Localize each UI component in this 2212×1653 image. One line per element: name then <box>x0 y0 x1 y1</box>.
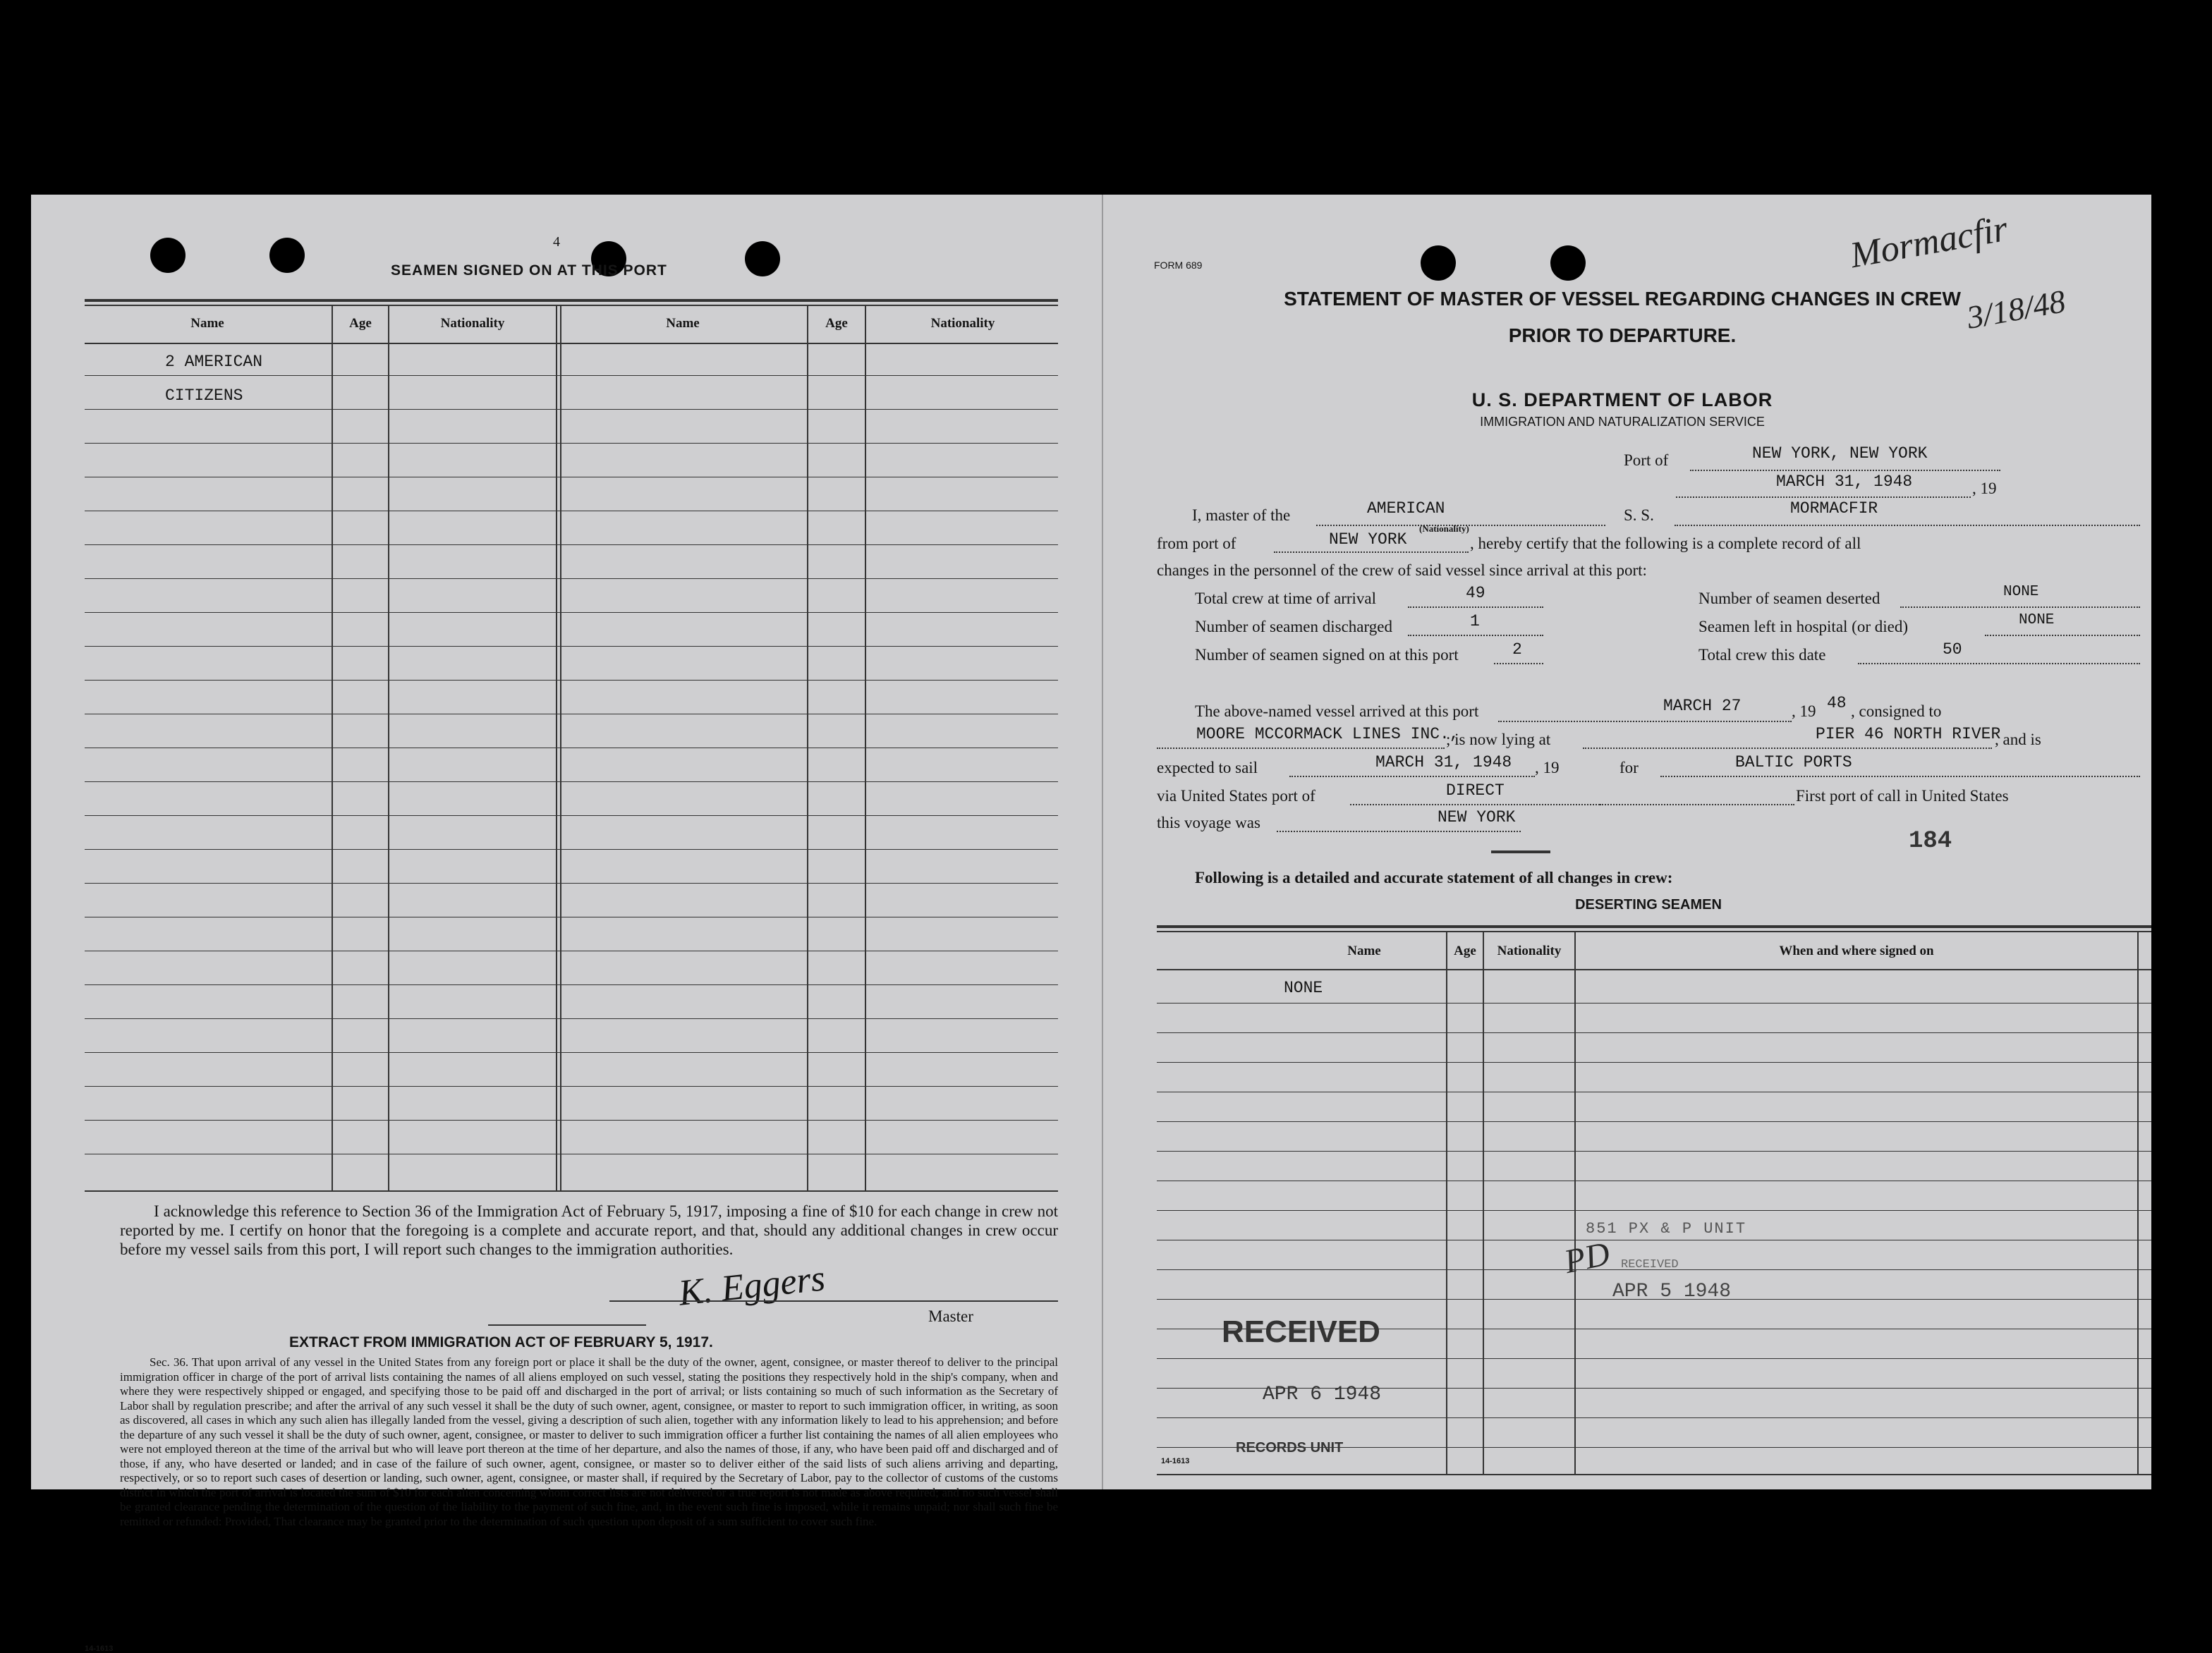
table-rule <box>1157 1358 2151 1359</box>
ship-name: MORMACFIR <box>1790 499 1878 518</box>
service-name: IMMIGRATION AND NATURALIZATION SERVICE <box>1480 415 1765 429</box>
consignee-value: MOORE MCCORMACK LINES INC., <box>1196 725 1459 743</box>
unit-stamp-date: APR 5 1948 <box>1612 1281 1732 1303</box>
ss-label: S. S. <box>1624 506 1654 524</box>
table-rule <box>85 375 1058 376</box>
consigned-label: , consigned to <box>1851 702 1942 720</box>
column-header-nationality: Nationality <box>1497 944 1562 958</box>
unit-stamp-received: RECEIVED <box>1621 1258 1679 1271</box>
column-header-name: Name <box>1347 944 1381 958</box>
table-rule <box>85 1086 1058 1087</box>
form-code: 14-1613 <box>1161 1457 1190 1465</box>
table-rule <box>85 984 1058 985</box>
table-rule <box>85 815 1058 816</box>
table-rule <box>1157 1032 2151 1033</box>
arrival-label: The above-named vessel arrived at this port <box>1195 702 1479 720</box>
form-subtitle: PRIOR TO DEPARTURE. <box>1508 324 1737 346</box>
stamp-number: 184 <box>1909 828 1952 855</box>
column-header-signed-on: When and where signed on <box>1779 944 1934 958</box>
punch-hole <box>745 241 780 276</box>
expected-label: expected to sail <box>1157 759 1258 776</box>
punch-hole <box>150 238 186 273</box>
date-suffix: , 19 <box>1972 480 1997 497</box>
via-value: DIRECT <box>1446 781 1505 800</box>
table-rule <box>85 1018 1058 1019</box>
extract-title: EXTRACT FROM IMMIGRATION ACT OF FEBRUARY 5, 1917. <box>289 1334 713 1350</box>
table-rule <box>85 646 1058 647</box>
via-label: via United States port of <box>1157 787 1315 805</box>
form-number: FORM 689 <box>1154 260 1203 271</box>
certify-text-2: changes in the personnel of the crew of said vessel since arrival at this port: <box>1157 561 1647 579</box>
master-label: Master <box>928 1307 973 1325</box>
nationality-caption: (Nationality) <box>1419 523 1469 534</box>
punch-hole <box>269 238 305 273</box>
lying-label: ; is now lying at <box>1446 731 1551 748</box>
section-title: SEAMEN SIGNED ON AT THIS PORT <box>391 262 667 279</box>
discharged-value: 1 <box>1470 612 1480 630</box>
discharged-label: Number of seamen discharged <box>1195 618 1392 635</box>
right-page <box>1103 195 2151 1489</box>
handwritten-date: 3/18/48 <box>1964 283 2068 336</box>
lying-value: PIER 46 NORTH RIVER <box>1816 725 2001 743</box>
table-cell-name: 2 AMERICAN <box>165 353 263 371</box>
for-label: for <box>1620 759 1639 776</box>
column-header-name: Name <box>190 316 224 331</box>
certify-text: , hereby certify that the following is a complete record of all <box>1470 535 1861 552</box>
records-unit-stamp: RECORDS UNIT <box>1236 1440 1344 1456</box>
extract-text: Sec. 36. That upon arrival of any vessel in the United States from any foreign port or place it shall be the duty of the owner, agent, consignee, or master thereof to deliver to the principal immigration officer in charge of the port of arrival lists containing the names of all aliens employed on such vessel, stating the positions they respectively hold in the ship's company, when and where they were respectively shipped or engaged, and specifying those to be paid off and discharged in the port of arrival; or lists containing so much of such information as the Secretary of Labor shall by regulation prescribe; and after the arrival of any such vessel it shall be the duty of such owner, agent, consignee, or master to report to such immigration officer, in writing, as soon as discovered, all cases in which any such alien has illegally landed from the vessel, giving a description of such alien, together with any information likely to lead to his apprehension; and before the departure of any such vessel it shall be the duty of such owner, agent, consignee, or master to deliver to such immigration officer a further list containing the names of all alien employees who were not employed thereon at the time of the arrival but who will leave port thereon at the time of her departure, and also the names of those, if any, who have been paid off and discharged and of those, if any, who have deserted or landed; and in case of the failure of such owner, agent, consignee, or master so to deliver either of the said lists of such aliens arriving and departing, respectively, or so to report such cases of desertion or landing, such owner, agent, consignee, or master shall, if required by the Secretary of Labor, pay to the collector of customs of the customs district in which the port of arrival is located the sum of $10 for each alien concerning whom correct lists are not delivered or a true report is not made as above required; and no such vessel shall be granted clearance pending the determination of the question of the liability to the payment of such fine, and, in the event such fine is imposed, while it remains unpaid; nor shall such fine be remitted or refunded: Provided, That clearance may be granted prior to the determination of such question upon deposit of a sum sufficient to cover such fine. <box>120 1355 1058 1528</box>
table-rule <box>85 680 1058 681</box>
column-header-nationality: Nationality <box>930 316 995 331</box>
table-rule <box>1157 1121 2151 1122</box>
hospital-value: NONE <box>2019 612 2055 628</box>
from-port-label: from port of <box>1157 535 1236 552</box>
table-rule <box>1157 1003 2151 1004</box>
handwritten-ship-note: Mormacfir <box>1847 208 2011 276</box>
table-rule <box>85 443 1058 444</box>
table-rule <box>85 849 1058 850</box>
left-page <box>31 195 1103 1653</box>
master-signature: K. Eggers <box>676 1258 827 1314</box>
table-rule <box>1157 1062 2151 1063</box>
table-rule <box>85 544 1058 545</box>
form-code: 14-1613 <box>85 1645 114 1653</box>
table-rule <box>85 1120 1058 1121</box>
first-port-label: First port of call in United States <box>1796 787 2009 805</box>
column-header-age: Age <box>825 316 848 331</box>
hospital-label: Seamen left in hospital (or died) <box>1699 618 1909 635</box>
received-stamp: RECEIVED <box>1222 1315 1380 1349</box>
received-stamp-date: APR 6 1948 <box>1263 1384 1382 1405</box>
table-rule <box>85 1052 1058 1053</box>
signed-on-value: 2 <box>1512 640 1522 659</box>
voyage-label: this voyage was <box>1157 814 1260 831</box>
from-port-value: NEW YORK <box>1329 530 1407 549</box>
port-value: NEW YORK, NEW YORK <box>1752 444 1928 463</box>
following-text: Following is a detailed and accurate statement of all changes in crew: <box>1195 869 1673 886</box>
deserting-seamen-title: DESERTING SEAMEN <box>1575 897 1722 913</box>
column-header-age: Age <box>349 316 372 331</box>
acknowledgment-text: I acknowledge this reference to Section 36 of the Immigration Act of February 5, 1917, imposing a fine of $10 for each change in crew not reported by me. I certify on honor that the foregoing is a complete and accurate report, and that, should any additional changes in crew occur before my vessel sails from this port, I will report such changes to the immigration authorities. <box>120 1202 1058 1258</box>
page-number: 4 <box>553 234 560 250</box>
arrival-date: MARCH 27 <box>1663 697 1742 715</box>
table-rule <box>1157 1151 2151 1152</box>
deserted-value: NONE <box>2003 584 2039 600</box>
total-crew-date-label: Total crew this date <box>1699 646 1826 664</box>
initials-stamp: PD <box>1561 1234 1613 1281</box>
sail-suffix: , 19 <box>1535 759 1560 776</box>
arrival-year-prefix: , 19 <box>1792 702 1816 720</box>
table-rule <box>85 883 1058 884</box>
sail-date: MARCH 31, 1948 <box>1375 753 1512 771</box>
table-cell-name: CITIZENS <box>165 386 243 405</box>
table-rule <box>85 409 1058 410</box>
punch-hole <box>1421 245 1456 281</box>
destination-value: BALTIC PORTS <box>1735 753 1852 771</box>
table-rule <box>85 578 1058 579</box>
arrival-year: 48 <box>1827 694 1847 712</box>
column-header-name: Name <box>666 316 700 331</box>
nationality-value: AMERICAN <box>1367 499 1445 518</box>
form-title: STATEMENT OF MASTER OF VESSEL REGARDING CHANGES IN CREW <box>1284 288 1961 310</box>
deserted-label: Number of seamen deserted <box>1699 590 1880 607</box>
table-rule <box>85 781 1058 782</box>
table-rule <box>1157 1210 2151 1211</box>
unit-stamp: 851 PX & P UNIT <box>1586 1220 1747 1238</box>
statement-date: MARCH 31, 1948 <box>1776 472 1913 491</box>
column-header-nationality: Nationality <box>440 316 505 331</box>
punch-hole <box>1550 245 1586 281</box>
master-label: I, master of the <box>1192 506 1291 524</box>
and-is-label: , and is <box>1995 731 2041 748</box>
total-crew-date-value: 50 <box>1943 640 1962 659</box>
signed-on-label: Number of seamen signed on at this port <box>1195 646 1459 664</box>
column-header-age: Age <box>1454 944 1476 958</box>
total-crew-arrival-value: 49 <box>1466 584 1485 602</box>
table-rule <box>1157 1417 2151 1418</box>
table-cell-name: NONE <box>1284 979 1323 997</box>
department-name: U. S. DEPARTMENT OF LABOR <box>1471 389 1773 410</box>
table-rule <box>85 612 1058 613</box>
port-label: Port of <box>1624 451 1669 469</box>
voyage-value: NEW YORK <box>1438 808 1516 826</box>
total-crew-arrival-label: Total crew at time of arrival <box>1195 590 1377 607</box>
